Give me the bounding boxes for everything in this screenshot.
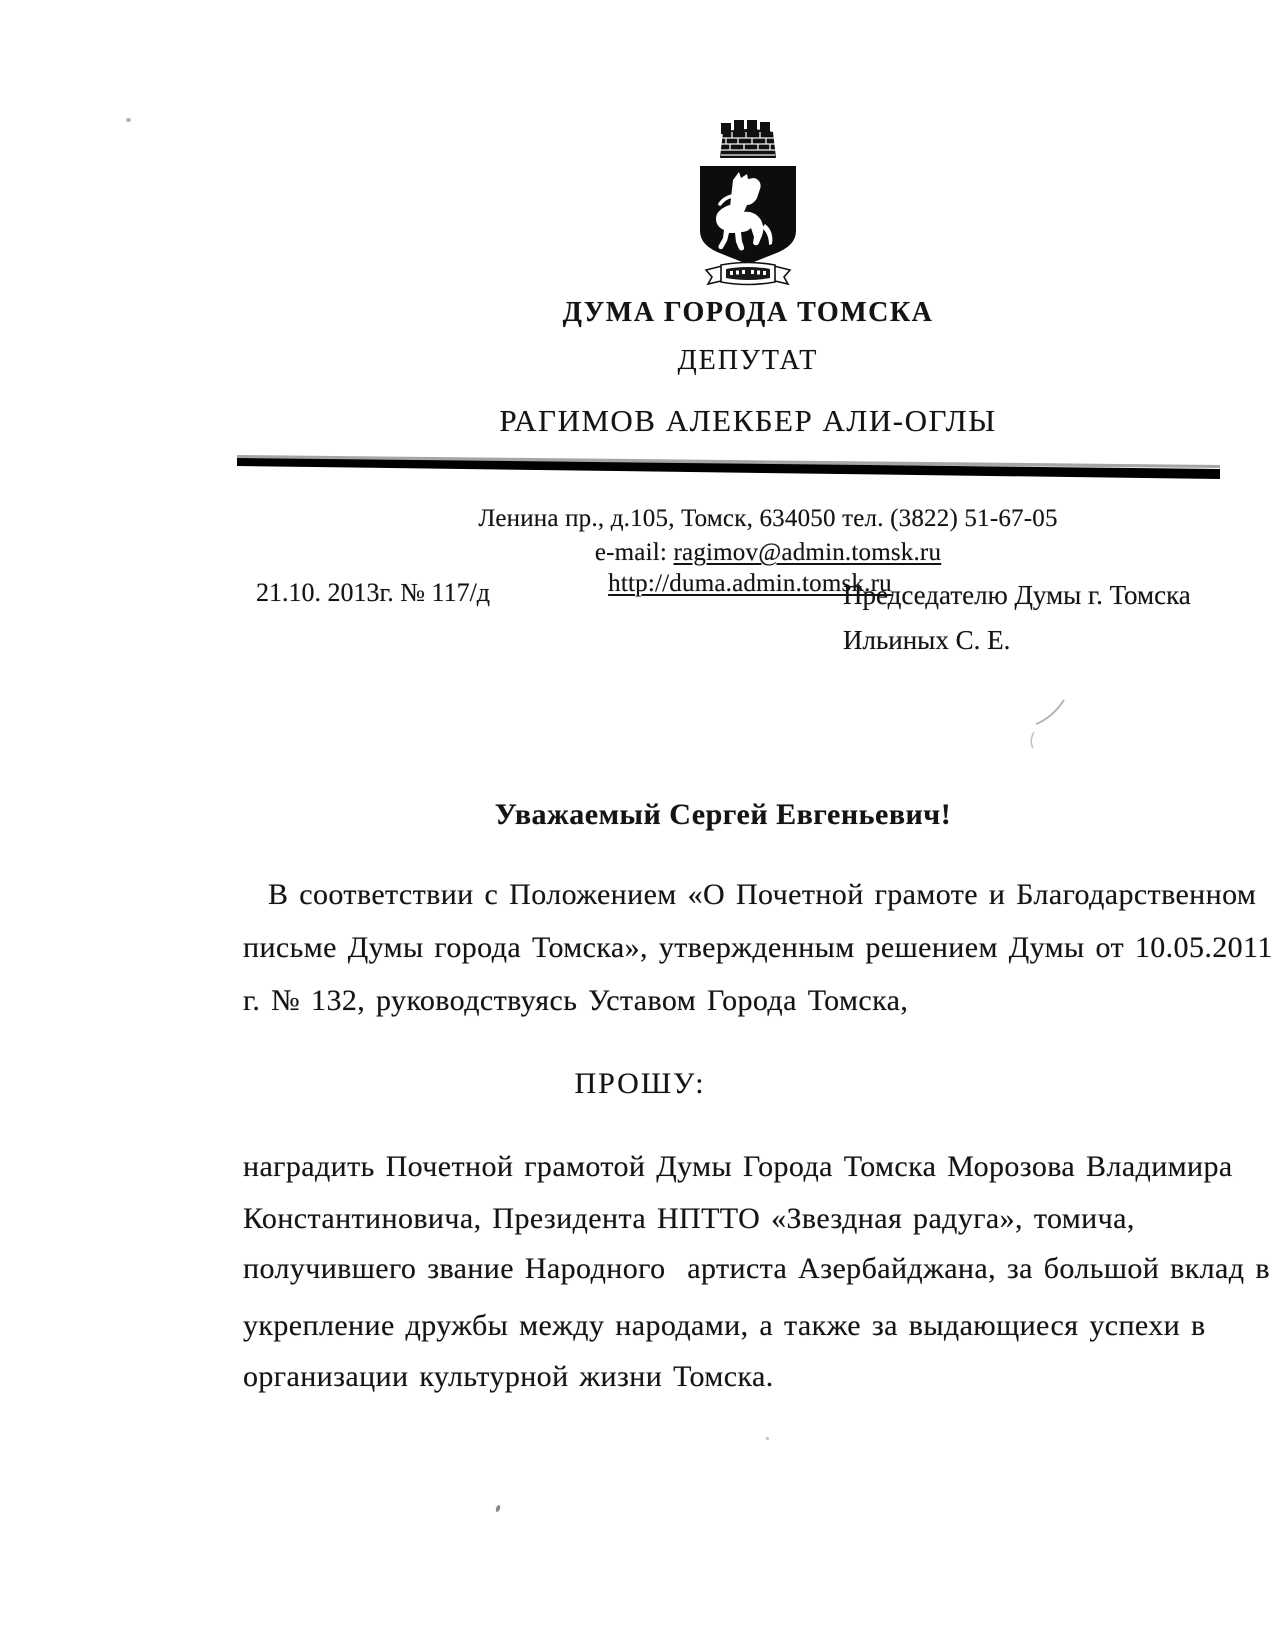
paragraph1-line: В соответствии с Положением «О Почетной грамоте и Благодарственном [268, 878, 1257, 911]
website-line: http://duma.admin.tomsk.ru [608, 570, 892, 597]
email-label: e-mail: [594, 539, 674, 566]
address-line: Ленина пр., д.105, Томск, 634050 тел. (3822) 51-67-05 [478, 505, 1058, 532]
tomsk-coat-of-arms-icon [688, 118, 808, 293]
paragraph2-line: Константиновича, Президента НПТТО «Звездная радуга», томича, [243, 1202, 1135, 1235]
email-address: ragimov@admin.tomsk.ru [673, 539, 942, 566]
paragraph2-line: получившего звание Народного артиста Азербайджана, за большой вклад в [243, 1252, 1270, 1285]
paragraph1-line: письме Думы города Томска», утвержденным решением Думы от 10.05.2011 [243, 931, 1273, 964]
org-name: ДУМА ГОРОДА ТОМСКА [562, 297, 934, 328]
paragraph1-line: г. № 132, руководствуясь Уставом Города Томска, [243, 984, 909, 1017]
paragraph2-line: укрепление дружбы между народами, а также за выдающиеся успехи в [243, 1309, 1206, 1342]
pen-mark [1012, 690, 1082, 760]
email-line [595, 539, 941, 567]
scan-speck [495, 1505, 501, 1513]
deputy-role: ДЕПУТАТ [677, 345, 819, 376]
paragraph2-line: организации культурной жизни Томска. [243, 1360, 774, 1393]
request-heading: ПРОШУ: [574, 1067, 706, 1100]
ribbon-banner-icon [706, 263, 790, 285]
scan-speck [766, 1437, 769, 1440]
divider-rule [236, 452, 1222, 484]
mural-crown-icon [720, 120, 776, 158]
salutation: Уважаемый Сергей Евгеньевич! [494, 798, 952, 831]
deputy-name: РАГИМОВ АЛЕКБЕР АЛИ-ОГЛЫ [499, 403, 997, 438]
scan-speck [126, 118, 131, 122]
date-and-number: 21.10. 2013г. № 117/д [256, 578, 491, 607]
addressee-line2: Ильиных С. Е. [843, 625, 1011, 655]
paragraph2-line: наградить Почетной грамотой Думы Города Томска Морозова Владимира [243, 1150, 1233, 1183]
addressee-line1: Председателю Думы г. Томска [843, 580, 1191, 610]
